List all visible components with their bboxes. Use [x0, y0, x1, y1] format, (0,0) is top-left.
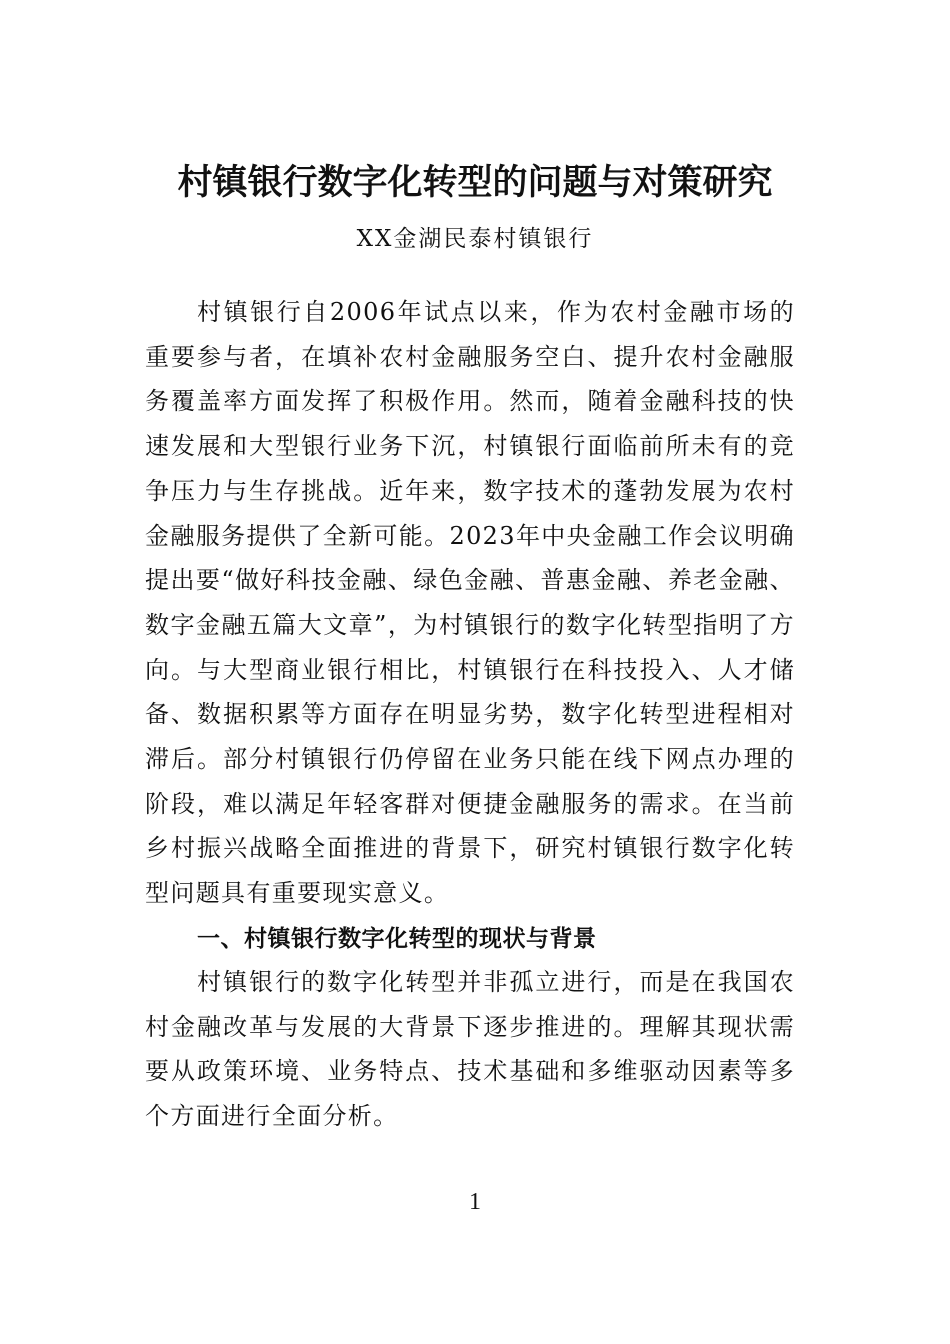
- page-number: 1: [469, 1189, 481, 1215]
- paragraph-section-1: 村镇银行的数字化转型并非孤立进行，而是在我国农村金融改革与发展的大背景下逐步推进的。理解其现状需要从政策环境、业务特点、技术基础和多维驱动因素等多个方面进行全面分析。: [145, 968, 795, 1131]
- document-title: 村镇银行数字化转型的问题与对策研究: [177, 162, 773, 203]
- paragraph-intro: 村镇银行自2006年试点以来，作为农村金融市场的重要参与者，在填补农村金融服务空白、提升农村金融服务覆盖率方面发挥了积极作用。然而，随着金融科技的快速发展和大型银行业务下沉，村镇银行面临前所未有的竞争压力与生存挑战。近年来，数字技术的蓬勃发展为农村金融服务提供了全新可能。2023年中央金融工作会议明确提出要“做好科技金融、绿色金融、普惠金融、养老金融、数字金融五篇大文章”，为村镇银行的数字化转型指明了方向。与大型商业银行相比，村镇银行在科技投入、人才储备、数据积累等方面存在明显劣势，数字化转型进程相对滞后。部分村镇银行仍停留在业务只能在线下网点办理的阶段，难以满足年轻客群对便捷金融服务的需求。在当前乡村振兴战略全面推进的背景下，研究村镇银行数字化转型问题具有重要现实意义。: [145, 298, 795, 908]
- organization-name: XX金湖民泰村镇银行: [356, 226, 594, 252]
- section-heading: 一、村镇银行数字化转型的现状与背景: [197, 926, 597, 952]
